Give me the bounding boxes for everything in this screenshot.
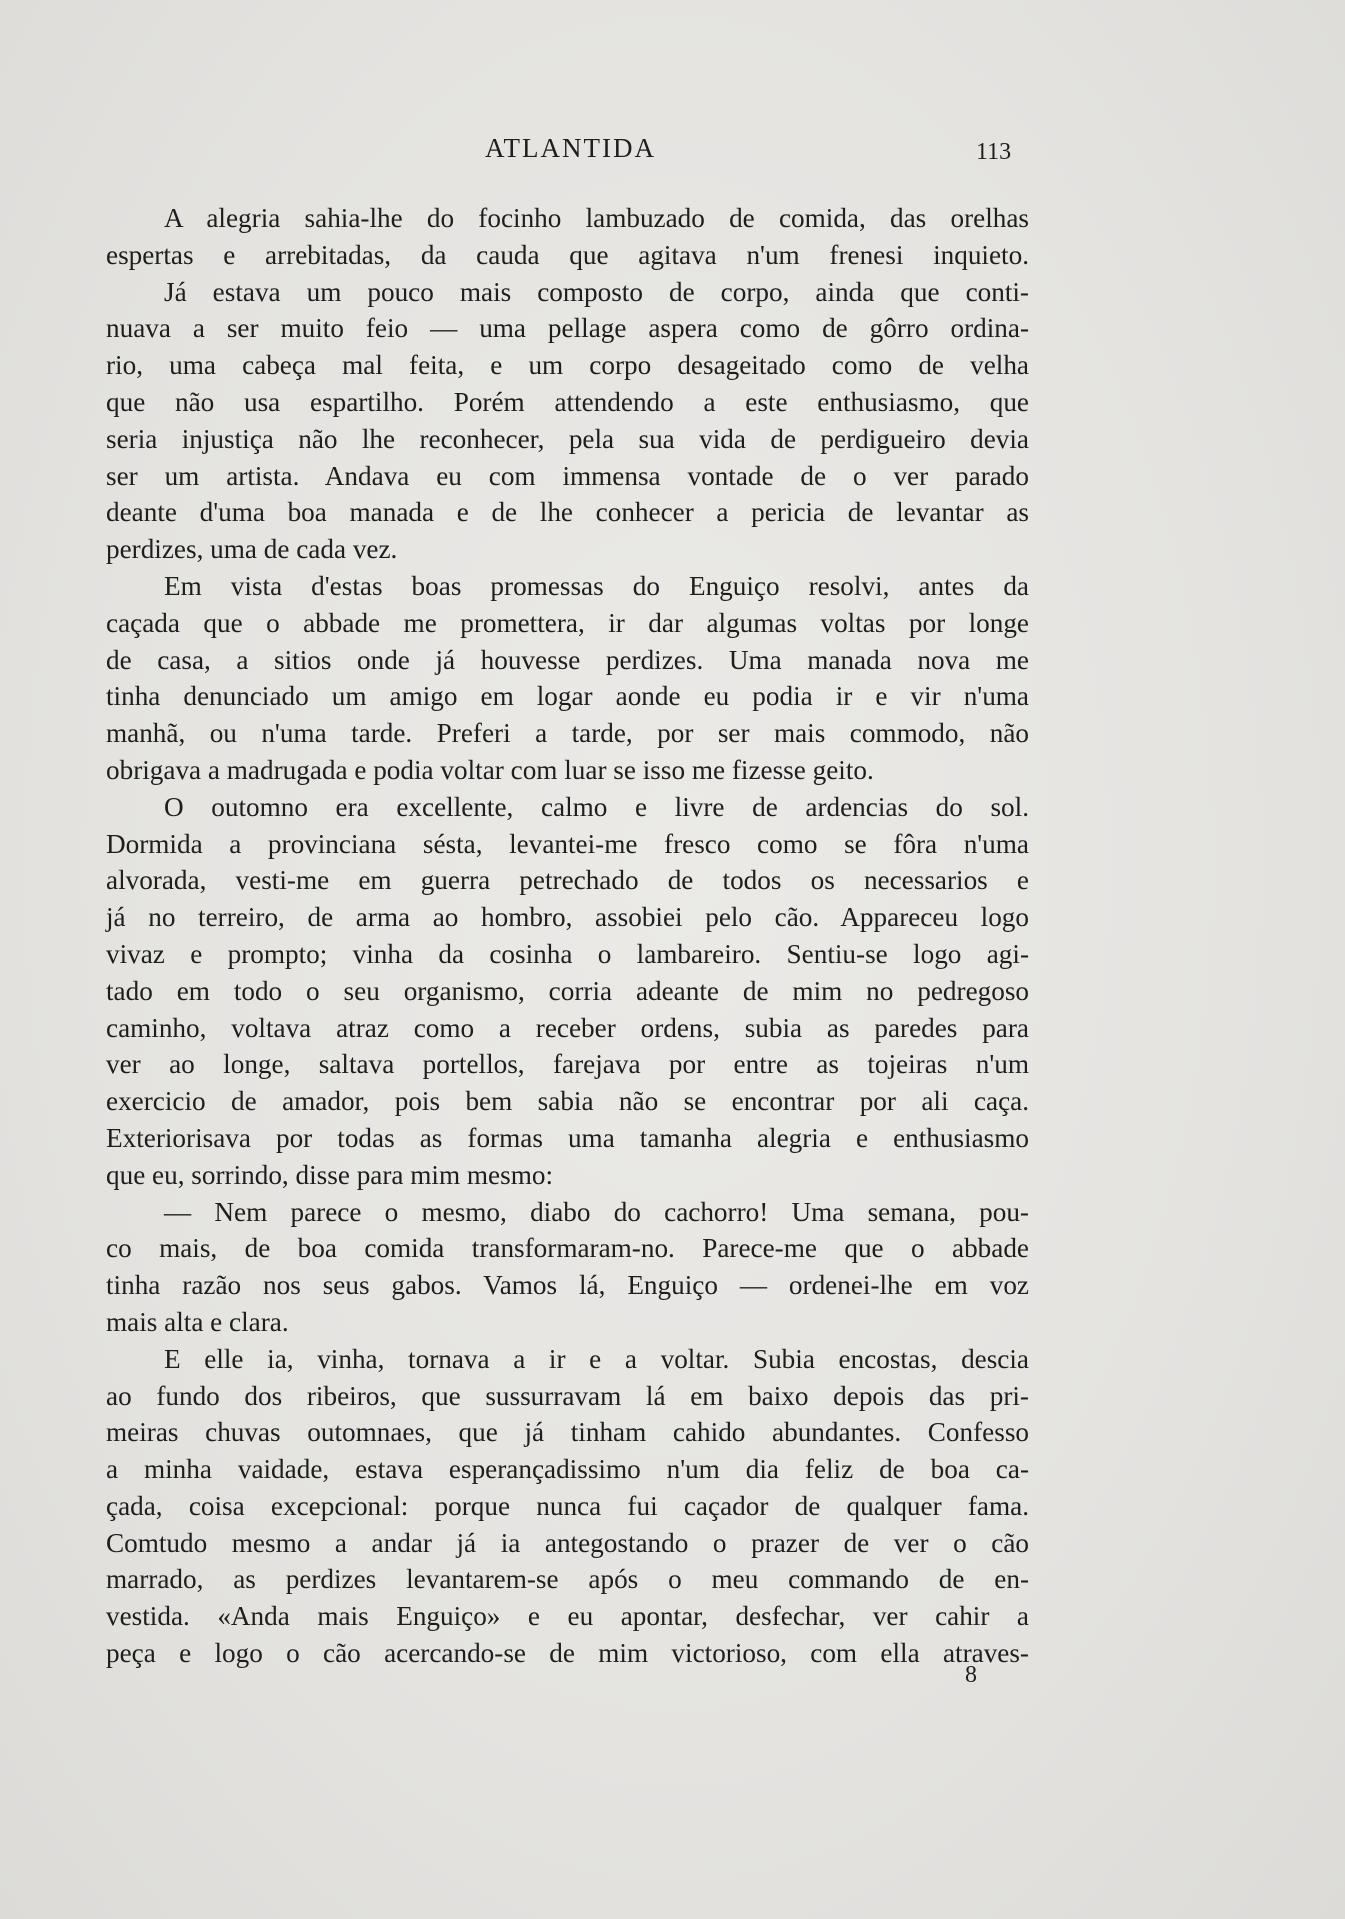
text-line: marrado, as perdizes levantarem-se após o meu commando de en- [106,1564,1029,1595]
text-line: de casa, a sitios onde já houvesse perdizes. Uma manada nova me [106,644,1029,675]
text-line: co mais, de boa comida transformaram-no. Parece-me que o abbade [106,1233,1029,1264]
text-line: peça e logo o cão acercando-se de mim victorioso, com ella atraves- [106,1638,1029,1669]
running-title: ATLANTIDA [485,133,656,163]
text-line: ver ao longe, saltava portellos, farejava por entre as tojeiras n'um [106,1049,1029,1080]
text-line: ser um artista. Andava eu com immensa vontade de o ver parado [106,460,1029,491]
text-line: çada, coisa excepcional: porque nunca fui caçador de qualquer fama. [106,1490,1029,1521]
text-line: seria injustiça não lhe reconhecer, pela sua vida de perdigueiro devia [106,423,1029,454]
text-line: mais alta e clara. [106,1306,289,1337]
text-line: já no terreiro, de arma ao hombro, assobiei pelo cão. Appareceu logo [106,902,1029,933]
text-line: obrigava a madrugada e podia voltar com luar se isso me fizesse geito. [106,754,874,785]
text-line: que não usa espartilho. Porém attendendo a este enthusiasmo, que [106,386,1029,417]
text-line: — Nem parece o mesmo, diabo do cachorro! Uma semana, pou- [164,1196,1029,1227]
text-line: Dormida a provinciana sésta, levantei-me fresco como se fôra n'uma [106,828,1029,859]
text-line: espertas e arrebitadas, da cauda que agitava n'um frenesi inquieto. [106,239,1029,270]
text-line: E elle ia, vinha, tornava a ir e a voltar. Subia encostas, descia [164,1343,1029,1374]
text-line: que eu, sorrindo, disse para mim mesmo: [106,1159,554,1190]
text-line: rio, uma cabeça mal feita, e um corpo desageitado como de velha [106,350,1029,381]
text-line: Comtudo mesmo a andar já ia antegostando o prazer de ver o cão [106,1527,1029,1558]
text-line: O outomno era excellente, calmo e livre de ardencias do sol. [164,791,1029,822]
text-line: ao fundo dos ribeiros, que sussurravam lá em baixo depois das pri- [106,1380,1029,1411]
text-line: tado em todo o seu organismo, corria adeante de mim no pedregoso [106,975,1029,1006]
text-line: nuava a ser muito feio — uma pellage aspera como de gôrro ordina- [106,313,1029,344]
text-line: deante d'uma boa manada e de lhe conhecer a pericia de levantar as [106,497,1029,528]
text-line: manhã, ou n'uma tarde. Preferi a tarde, por ser mais commodo, não [106,718,1029,749]
text-line: meiras chuvas outomnaes, que já tinham cahido abundantes. Confesso [106,1417,1029,1448]
text-line: tinha razão nos seus gabos. Vamos lá, Enguiço — ordenei-lhe em voz [106,1270,1029,1301]
signature-mark: 8 [965,1662,977,1688]
text-line: caçada que o abbade me promettera, ir dar algumas voltas por longe [106,607,1029,638]
text-line: tinha denunciado um amigo em logar aonde eu podia ir e vir n'uma [106,681,1029,712]
text-line: exercicio de amador, pois bem sabia não se encontrar por ali caça. [106,1086,1029,1117]
page-number: 113 [976,139,1012,165]
text-line: perdizes, uma de cada vez. [106,534,398,565]
text-line: alvorada, vesti-me em guerra petrechado de todos os necessarios e [106,865,1029,896]
body-text [106,200,1029,1672]
text-line: a minha vaidade, estava esperançadissimo n'um dia feliz de boa ca- [106,1454,1029,1485]
text-line: vestida. «Anda mais Enguiço» e eu apontar, desfechar, ver cahir a [106,1601,1029,1632]
text-line: Exteriorisava por todas as formas uma tamanha alegria e enthusiasmo [106,1122,1029,1153]
text-line: A alegria sahia-lhe do focinho lambuzado de comida, das orelhas [164,203,1029,233]
text-line: Já estava um pouco mais composto de corpo, ainda que conti- [164,276,1029,307]
text-line: caminho, voltava atraz como a receber ordens, subia as paredes para [106,1012,1029,1043]
page-header [0,128,1345,168]
text-line: vivaz e prompto; vinha da cosinha o lambareiro. Sentiu-se logo agi- [106,938,1029,969]
text-line: Em vista d'estas boas promessas do Enguiço resolvi, antes da [164,570,1029,601]
